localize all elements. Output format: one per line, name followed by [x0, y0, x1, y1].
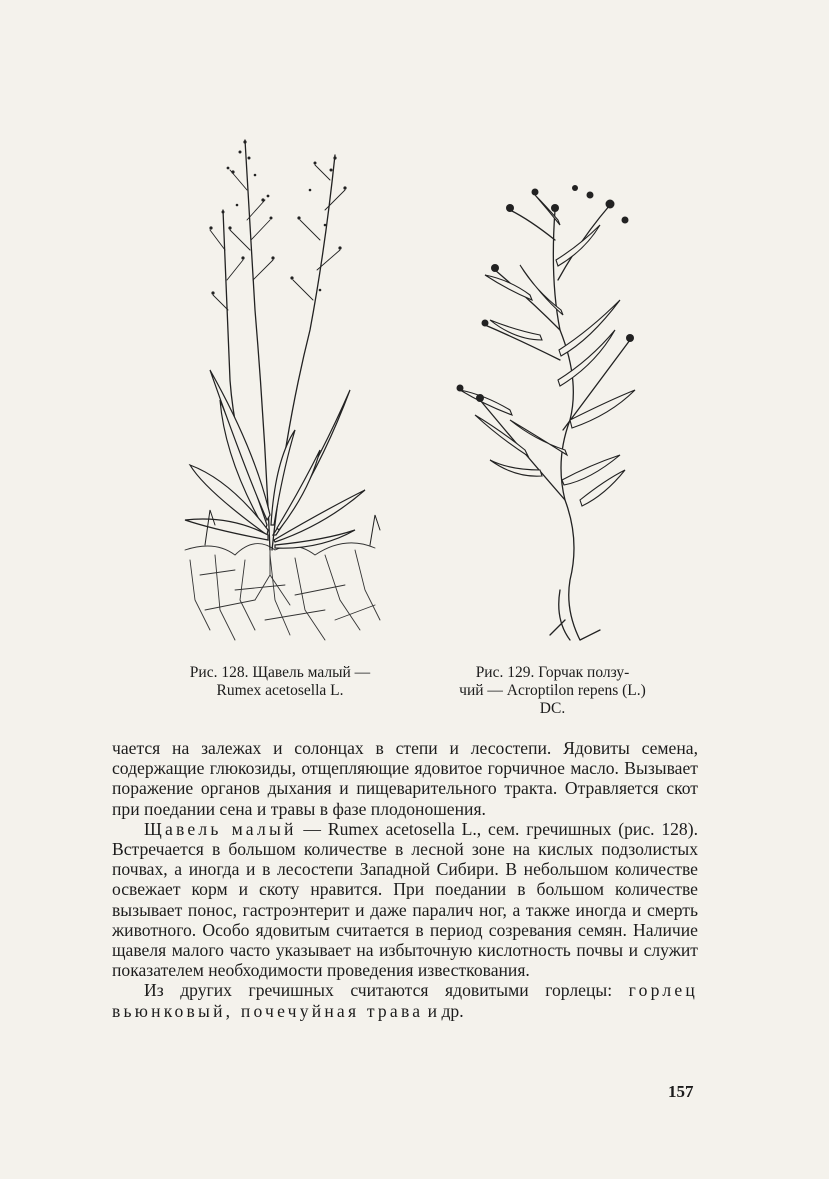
paragraph-text: и др.: [423, 1000, 464, 1021]
paragraph-text: Из других гречишных считаются ядовитыми горлецы:: [144, 980, 629, 1001]
paragraph-continuation: чается на залежах и солонцах в степи и лесостепи. Ядовиты семена, содержащие глюкозиды, отщепляющие ядовитое горчичное масло. Вызывает поражение органов дыхания и пищеварительного тракта. Отравляется скот при поедании сена и травы в фазе плодоношения.: [112, 738, 698, 819]
caption-line: Rumex acetosella L.: [216, 682, 344, 699]
body-text: [112, 738, 698, 1021]
caption-line: Рис. 129. Горчак ползу-: [475, 664, 630, 681]
species-term: горлец вьюнковый, почечуйная трава: [112, 980, 698, 1021]
figure-128-caption: [150, 664, 410, 700]
figure-129-caption: [425, 664, 680, 718]
caption-line: DC.: [539, 700, 566, 717]
species-term: Щавель малый: [144, 818, 297, 839]
paragraph-text: — Rumex acetosella L., сем. гречишных (рис. 128). Встречается в большом количестве в лесной зоне на кислых подзолистых почвах, а иногда и в лесостепи Западной Сибири. В небольшом количестве освежает корм и скоту нравится. При поедании в большом количестве вызывает понос, гастроэнтерит и даже паралич ног, а также иногда и смерть животного. Особо ядовитым считается в период созревания семян. Наличие щавеля малого часто указывает на избыточную кислотность почвы и служит показателем необходимости проведения известкования.: [112, 818, 698, 981]
rumex-acetosella-illustration: [175, 130, 405, 660]
caption-line: чий — Acroptilon repens (L.): [459, 682, 646, 699]
acroptilon-repens-illustration: [440, 180, 655, 650]
caption-line: Рис. 128. Щавель малый —: [189, 664, 371, 681]
paragraph-other-species: [112, 980, 698, 1020]
page-number: 157: [668, 1082, 694, 1101]
paragraph-rumex: [112, 819, 698, 981]
